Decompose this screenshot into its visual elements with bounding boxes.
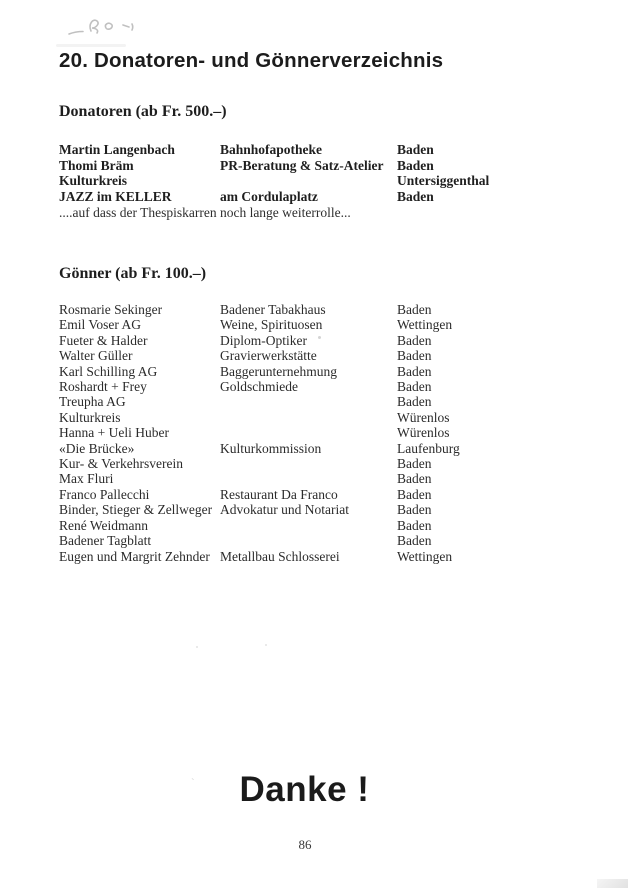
donor-place: Baden	[397, 157, 434, 173]
table-row	[59, 317, 608, 332]
patron-name: Franco Pallecchi	[59, 486, 150, 502]
patron-place: Baden	[397, 302, 432, 317]
donor-description: am Cordulaplatz	[220, 189, 318, 205]
patron-name: «Die Brücke»	[59, 440, 135, 456]
thanks-text: Danke !	[239, 770, 370, 809]
donor-description: Bahnhofapotheke	[220, 142, 323, 157]
page-title: 20. Donatoren- und Gönnerverzeichnis	[59, 49, 444, 72]
table-row	[59, 425, 608, 440]
table-row	[59, 533, 608, 548]
pencil-annotation-icon	[66, 15, 144, 43]
scan-tick-artifact: `	[191, 777, 195, 789]
table-row	[59, 142, 608, 158]
patron-name: Binder, Stieger & Zellweger	[59, 502, 213, 518]
patron-name: Badener Tagblatt	[59, 533, 152, 549]
donor-name: Kulturkreis	[59, 173, 128, 189]
page-number: 86	[298, 837, 312, 852]
patron-description: Goldschmiede	[220, 379, 298, 395]
table-row	[59, 158, 608, 174]
patron-place: Baden	[397, 471, 432, 487]
table-row	[59, 302, 608, 317]
patrons-section-heading: Gönner (ab Fr. 100.–)	[59, 265, 207, 282]
scan-dot-artifact	[318, 336, 321, 339]
patron-place: Baden	[397, 533, 432, 549]
scan-dot-artifact	[196, 646, 198, 648]
table-row	[59, 518, 608, 533]
patron-place: Baden	[397, 456, 432, 472]
patron-name: Hanna + Ueli Huber	[59, 425, 169, 441]
scan-corner-smudge	[597, 879, 628, 888]
donor-name: JAZZ im KELLER	[59, 189, 172, 205]
patron-place: Würenlos	[397, 425, 450, 441]
patron-place: Baden	[397, 348, 432, 364]
patron-description	[220, 394, 397, 409]
table-row	[59, 456, 608, 471]
donor-place: Baden	[397, 142, 434, 157]
patron-name: Max Fluri	[59, 471, 114, 487]
donors-section-heading: Donatoren (ab Fr. 500.–)	[59, 103, 227, 120]
patron-name: Kulturkreis	[59, 409, 121, 425]
patron-name: Treupha AG	[59, 394, 126, 410]
patron-description: Advokatur und Notariat	[220, 502, 349, 518]
patron-name: René Weidmann	[59, 517, 149, 533]
patron-name: Kur- & Verkehrsverein	[59, 456, 183, 472]
patron-place: Laufenburg	[397, 440, 460, 456]
patron-place: Baden	[397, 363, 432, 379]
patrons-table	[59, 302, 608, 564]
patron-description: Kulturkommission	[220, 440, 322, 456]
patron-place: Baden	[397, 502, 432, 518]
table-row	[59, 471, 608, 486]
donors-footnote: ....auf dass der Thespiskarren noch lange weiterrolle...	[59, 204, 351, 220]
donor-name: Thomi Bräm	[59, 157, 134, 173]
table-row	[59, 549, 608, 564]
table-row	[59, 364, 608, 379]
table-row	[59, 394, 608, 409]
table-row	[59, 379, 608, 394]
donor-place: Baden	[397, 189, 434, 205]
patron-description	[220, 533, 397, 548]
scan-dot-artifact	[265, 644, 267, 646]
table-row	[59, 487, 608, 502]
patron-name: Emil Voser AG	[59, 317, 142, 333]
table-row	[59, 348, 608, 363]
patron-description	[220, 471, 397, 486]
patron-place: Baden	[397, 394, 432, 410]
patron-name: Karl Schilling AG	[59, 363, 158, 379]
donor-name: Martin Langenbach	[59, 142, 175, 157]
patron-name: Walter Güller	[59, 348, 133, 364]
donor-description	[220, 173, 397, 189]
patron-name: Eugen und Margrit Zehnder	[59, 548, 210, 564]
patron-name: Fueter & Halder	[59, 332, 148, 348]
patron-name: Rosmarie Sekinger	[59, 302, 163, 317]
patron-description: Diplom-Optiker	[220, 332, 307, 348]
patron-description	[220, 456, 397, 471]
table-row	[59, 173, 608, 189]
patron-description	[220, 410, 397, 425]
patron-place: Baden	[397, 517, 432, 533]
patron-description: Badener Tabakhaus	[220, 302, 326, 317]
table-row	[59, 189, 608, 205]
patron-place: Wettingen	[397, 317, 453, 333]
patron-place: Baden	[397, 486, 432, 502]
scan-smear	[56, 44, 126, 47]
patron-description: Metallbau Schlosserei	[220, 548, 340, 564]
patron-place: Wettingen	[397, 548, 453, 564]
table-row	[59, 502, 608, 517]
patron-description: Baggerunternehmung	[220, 363, 337, 379]
patron-description	[220, 425, 397, 440]
patron-name: Roshardt + Frey	[59, 379, 147, 395]
patron-place: Baden	[397, 332, 432, 348]
table-row	[59, 410, 608, 425]
patron-description: Restaurant Da Franco	[220, 486, 338, 502]
donor-description: PR-Beratung & Satz-Atelier	[220, 157, 384, 173]
donor-place: Untersiggenthal	[397, 173, 490, 189]
patron-place: Würenlos	[397, 409, 450, 425]
table-row	[59, 333, 608, 348]
donors-table	[59, 142, 608, 221]
table-row	[59, 441, 608, 456]
patron-description	[220, 518, 397, 533]
patron-place: Baden	[397, 379, 432, 395]
patron-description: Weine, Spirituosen	[220, 317, 323, 333]
patron-description: Gravierwerkstätte	[220, 348, 317, 364]
